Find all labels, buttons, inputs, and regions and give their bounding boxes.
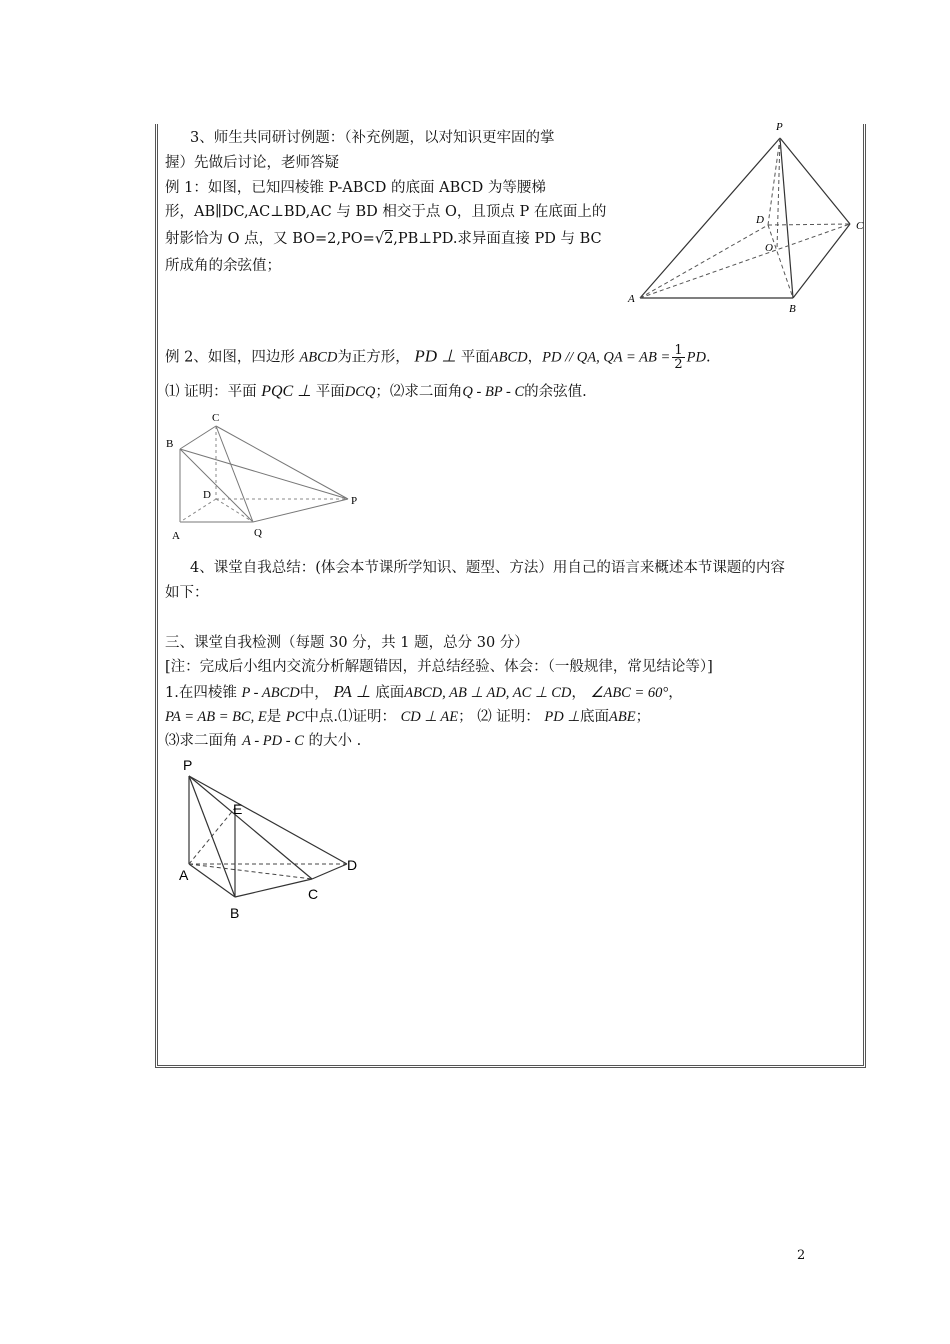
figure-solid-2 (160, 405, 370, 545)
q2i: ABE (609, 709, 636, 725)
self-check-title: 三、课堂自我检测（每题 30 分，共 1 题，总分 30 分） (165, 635, 529, 651)
q3a: ⑶求二面角 (165, 733, 238, 749)
fig3-label-p: P (183, 757, 193, 773)
section3-line2: 握）先做后讨论，老师答疑 (165, 155, 339, 171)
q1h: ∠ABC = 60° (590, 685, 669, 701)
ex2-j: . (705, 349, 711, 366)
figure-pyramid-3 (175, 752, 375, 927)
section4-line1: 4、课堂自我总结：(体会本节课所学知识、题型、方法）用自己的语言来概述本节课题的内容 (190, 560, 785, 576)
fig2-label-p: P (351, 495, 358, 507)
q2e: CD ⊥ AE (400, 709, 459, 725)
fig2-label-d: D (203, 489, 211, 501)
ex2-c: 为正方形， (337, 349, 410, 366)
fig2-label-b: B (166, 438, 174, 450)
fig1-label-d: D (756, 214, 764, 226)
ex2-p1: ⑴ 证明：平面 (165, 384, 257, 400)
page-number: 2 (797, 1248, 806, 1263)
ex2-p5: ；⑵求二面角 (375, 384, 463, 400)
ex2-p3: 平面 (315, 384, 345, 400)
ex2-a: 例 2、如图，四边形 (165, 349, 295, 366)
figure-pyramid-1 (620, 118, 870, 318)
example1-line1: 例 1：如图，已知四棱锥 P-ABCD 的底面 ABCD 为等腰梯 (165, 180, 546, 196)
fig2-label-c: C (212, 412, 220, 424)
edge-bc (793, 224, 850, 298)
segment-ae (189, 808, 235, 864)
q1g: ， (571, 685, 586, 701)
q1e: 底面 (375, 685, 405, 701)
q1c: 中， (299, 685, 329, 701)
edge-cd (312, 864, 347, 879)
example2-line2 (165, 382, 587, 402)
fig1-label-o: O (765, 242, 773, 254)
q1b: P - ABCD (241, 685, 300, 701)
diag-ac (640, 224, 850, 298)
fig2-label-q: Q (254, 527, 262, 539)
q2g: PD ⊥ (544, 709, 581, 725)
fig3-label-c: C (308, 886, 319, 902)
ex2-f: ABCD (489, 349, 528, 366)
fig3-label-d: D (347, 857, 358, 873)
q2a: PA = AB = BC, E (165, 709, 267, 725)
edge-qp (253, 499, 348, 522)
q1f: ABCD, AB ⊥ AD, AC ⊥ CD (404, 685, 572, 701)
fig3-label-e: E (233, 801, 243, 817)
edge-dc (768, 224, 850, 225)
sqrt-value: 2 (384, 231, 394, 247)
q3c: 的大小 . (308, 733, 362, 749)
q2h: 底面 (580, 709, 610, 725)
ex2-p7: 的余弦值. (524, 384, 587, 400)
ex2-g: ， (527, 349, 543, 366)
example1-text-b: ,PB⊥PD.求异面直接 PD 与 BC (393, 231, 602, 247)
q1a: 1.在四棱锥 (165, 685, 237, 701)
section4-line2: 如下： (165, 585, 209, 601)
fig1-label-a: A (628, 293, 635, 305)
ex2-h: PD // QA, QA = AB = (542, 349, 671, 366)
ex2-b: ABCD (299, 349, 338, 366)
example1-text-a: 射影恰为 O 点，又 BO=2,PO= (165, 231, 375, 247)
example1-line2: 形，AB∥DC,AC⊥BD,AC 与 BD 相交于点 O，且顶点 P 在底面上的 (165, 204, 607, 220)
fraction-numerator: 1 (674, 343, 683, 358)
fig3-label-a: A (179, 867, 189, 883)
self-check-note: [注：完成后小组内交流分析解题错因，并总结经验、体会：（一般规律，常见结论等）] (165, 659, 713, 675)
ex2-p2: PQC ⊥ (261, 383, 312, 400)
edge-bc (235, 879, 312, 897)
q2f: ； ⑵ 证明： (458, 709, 540, 725)
q2b: 是 (266, 709, 282, 725)
fig1-label-c: C (856, 220, 864, 232)
ex2-i: PD (686, 349, 706, 366)
question1-line1 (165, 682, 683, 703)
fig1-label-b: B (789, 303, 796, 315)
example1-line4: 所成角的余弦值； (165, 258, 281, 274)
sqrt-symbol: √ (374, 231, 385, 247)
ex2-e: 平面 (460, 349, 490, 366)
q2d: 中点.⑴证明： (304, 709, 396, 725)
fig2-label-a: A (172, 530, 180, 542)
edge-pc (189, 776, 312, 879)
question1-line2 (165, 707, 650, 727)
edge-dq (216, 499, 253, 522)
edge-pb (780, 138, 793, 298)
edge-cp (216, 426, 348, 499)
q1d: PA ⊥ (333, 682, 371, 701)
edge-pd (189, 776, 347, 864)
edge-pc (780, 138, 850, 224)
ex2-p6: Q - BP - C (462, 384, 525, 400)
q3b: A - PD - C (242, 733, 304, 749)
example2-line1 (165, 344, 711, 371)
ex2-d: PD ⊥ (414, 346, 457, 366)
fig1-label-p: P (776, 121, 783, 133)
fraction-denominator: 2 (674, 357, 683, 372)
example1-line3 (165, 229, 602, 249)
question1-line3 (165, 731, 361, 751)
diag-bd (768, 225, 793, 298)
section3-line1: 3、师生共同研讨例题：（补充例题，以对知识更牢固的掌 (190, 130, 555, 146)
q2j: ； (635, 709, 651, 725)
q1i: ， (668, 685, 683, 701)
edge-bc (180, 426, 216, 449)
ex2-p4: DCQ (344, 384, 376, 400)
fraction-one-half (672, 344, 684, 371)
q2c: PC (285, 709, 305, 725)
edge-cq (216, 426, 253, 522)
edge-da (180, 499, 216, 522)
fig3-label-b: B (230, 905, 240, 921)
edge-ad (640, 225, 768, 298)
